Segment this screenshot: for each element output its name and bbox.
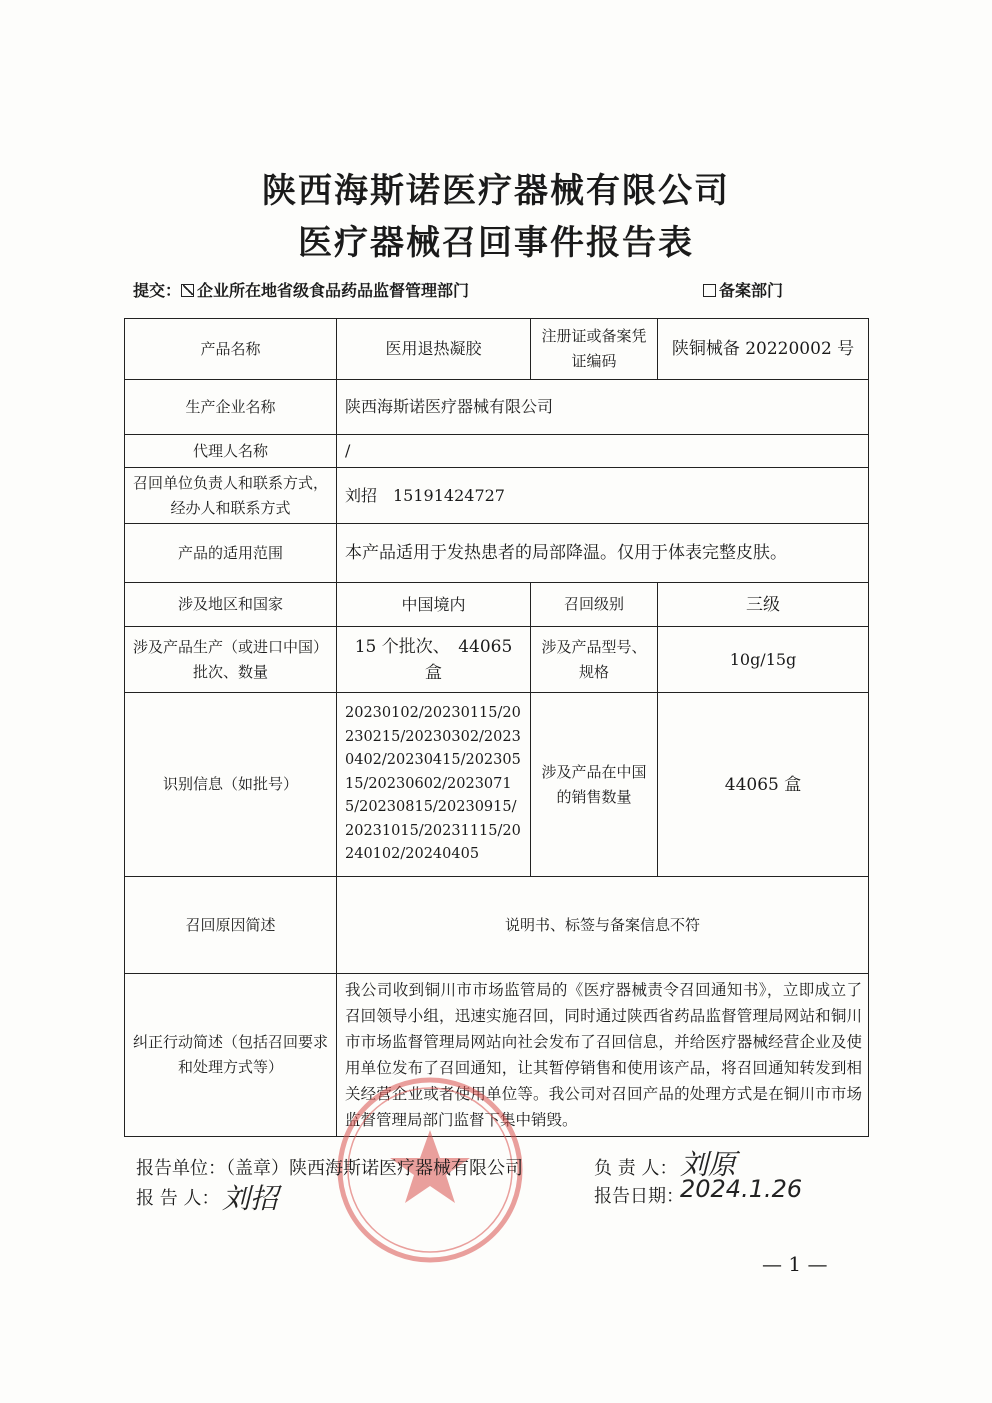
cert-value: 陕铜械备 20220002 号 <box>658 319 869 380</box>
reporter-signature: 刘招 <box>222 1182 279 1215</box>
responsible-signature: 刘原 <box>680 1148 737 1181</box>
model-label: 涉及产品型号、规格 <box>531 627 658 693</box>
product-name-label: 产品名称 <box>125 319 337 380</box>
submit-label: 提交： <box>133 281 182 300</box>
batch-count-value: 15 个批次、 44065 盒 <box>337 627 531 693</box>
agent-label: 代理人名称 <box>125 435 337 468</box>
level-value: 三级 <box>658 583 869 627</box>
scope-label: 产品的适用范围 <box>125 524 337 583</box>
contact-value: 刘招 15191424727 <box>337 468 869 524</box>
document-title-line1: 陕西海斯诺医疗器械有限公司 <box>262 171 730 211</box>
model-value: 10g/15g <box>658 627 869 693</box>
region-label: 涉及地区和国家 <box>125 583 337 627</box>
manufacturer-label: 生产企业名称 <box>125 380 337 435</box>
manufacturer-value: 陕西海斯诺医疗器械有限公司 <box>337 380 869 435</box>
action-value: 我公司收到铜川市市场监管局的《医疗器械责令召回通知书》，立即成立了召回领导小组，迅速实施召回，同时通过陕西省药品监督管理局网站和铜川市市场监督管理局网站向社会发布了召回信息，并给医疗器械经营企业及使用单位发布了召回通知，让其暂停销售和使用该产品，将召回通知转发到相关经营企业或者使用单位等。我公司对召回产品的处理方式是在铜川市市场监督管理局部门监督下集中销毁。 <box>337 974 869 1137</box>
reason-value: 说明书、标签与备案信息不符 <box>337 877 869 974</box>
batch-count-label: 涉及产品生产（或进口中国）批次、数量 <box>125 627 337 693</box>
unchecked-box-icon[interactable] <box>703 284 716 297</box>
responsible-label: 负 责 人： <box>594 1158 678 1179</box>
submit-row <box>133 278 469 301</box>
recall-report-table <box>124 318 869 1137</box>
sales-value: 44065 盒 <box>658 693 869 877</box>
report-date-value: 2024.1.26 <box>680 1175 803 1203</box>
sales-label: 涉及产品在中国的销售数量 <box>531 693 658 877</box>
report-unit: 报告单位：（盖章）陕西海斯诺医疗器械有限公司 <box>136 1158 523 1179</box>
submit-option-filing <box>703 278 783 301</box>
action-label: 纠正行动简述（包括召回要求和处理方式等） <box>125 974 337 1137</box>
page-number: — 1 — <box>762 1252 828 1276</box>
id-value: 20230102/20230115/20230215/20230302/20230402/20230415/20230515/20230602/20230715/20230815/20230915/20231015/20231115/20240102/20240405 <box>337 693 531 877</box>
reporter-label: 报 告 人： <box>136 1188 220 1209</box>
product-name-value: 医用退热凝胶 <box>337 319 531 380</box>
level-label: 召回级别 <box>531 583 658 627</box>
document-title-line2: 医疗器械召回事件报告表 <box>298 223 694 263</box>
id-label: 识别信息（如批号） <box>125 693 337 877</box>
contact-label: 召回单位负责人和联系方式，经办人和联系方式 <box>125 468 337 524</box>
checked-box-icon[interactable] <box>181 284 194 297</box>
report-date-label: 报告日期： <box>594 1186 684 1207</box>
scope-value: 本产品适用于发热患者的局部降温。仅用于体表完整皮肤。 <box>337 524 869 583</box>
reason-label: 召回原因简述 <box>125 877 337 974</box>
cert-label: 注册证或备案凭证编码 <box>531 319 658 380</box>
submit-option-provincial: 企业所在地省级食品药品监督管理部门 <box>197 281 470 300</box>
region-value: 中国境内 <box>337 583 531 627</box>
submit-option-filing-label: 备案部门 <box>719 281 784 300</box>
agent-value: / <box>337 435 869 468</box>
